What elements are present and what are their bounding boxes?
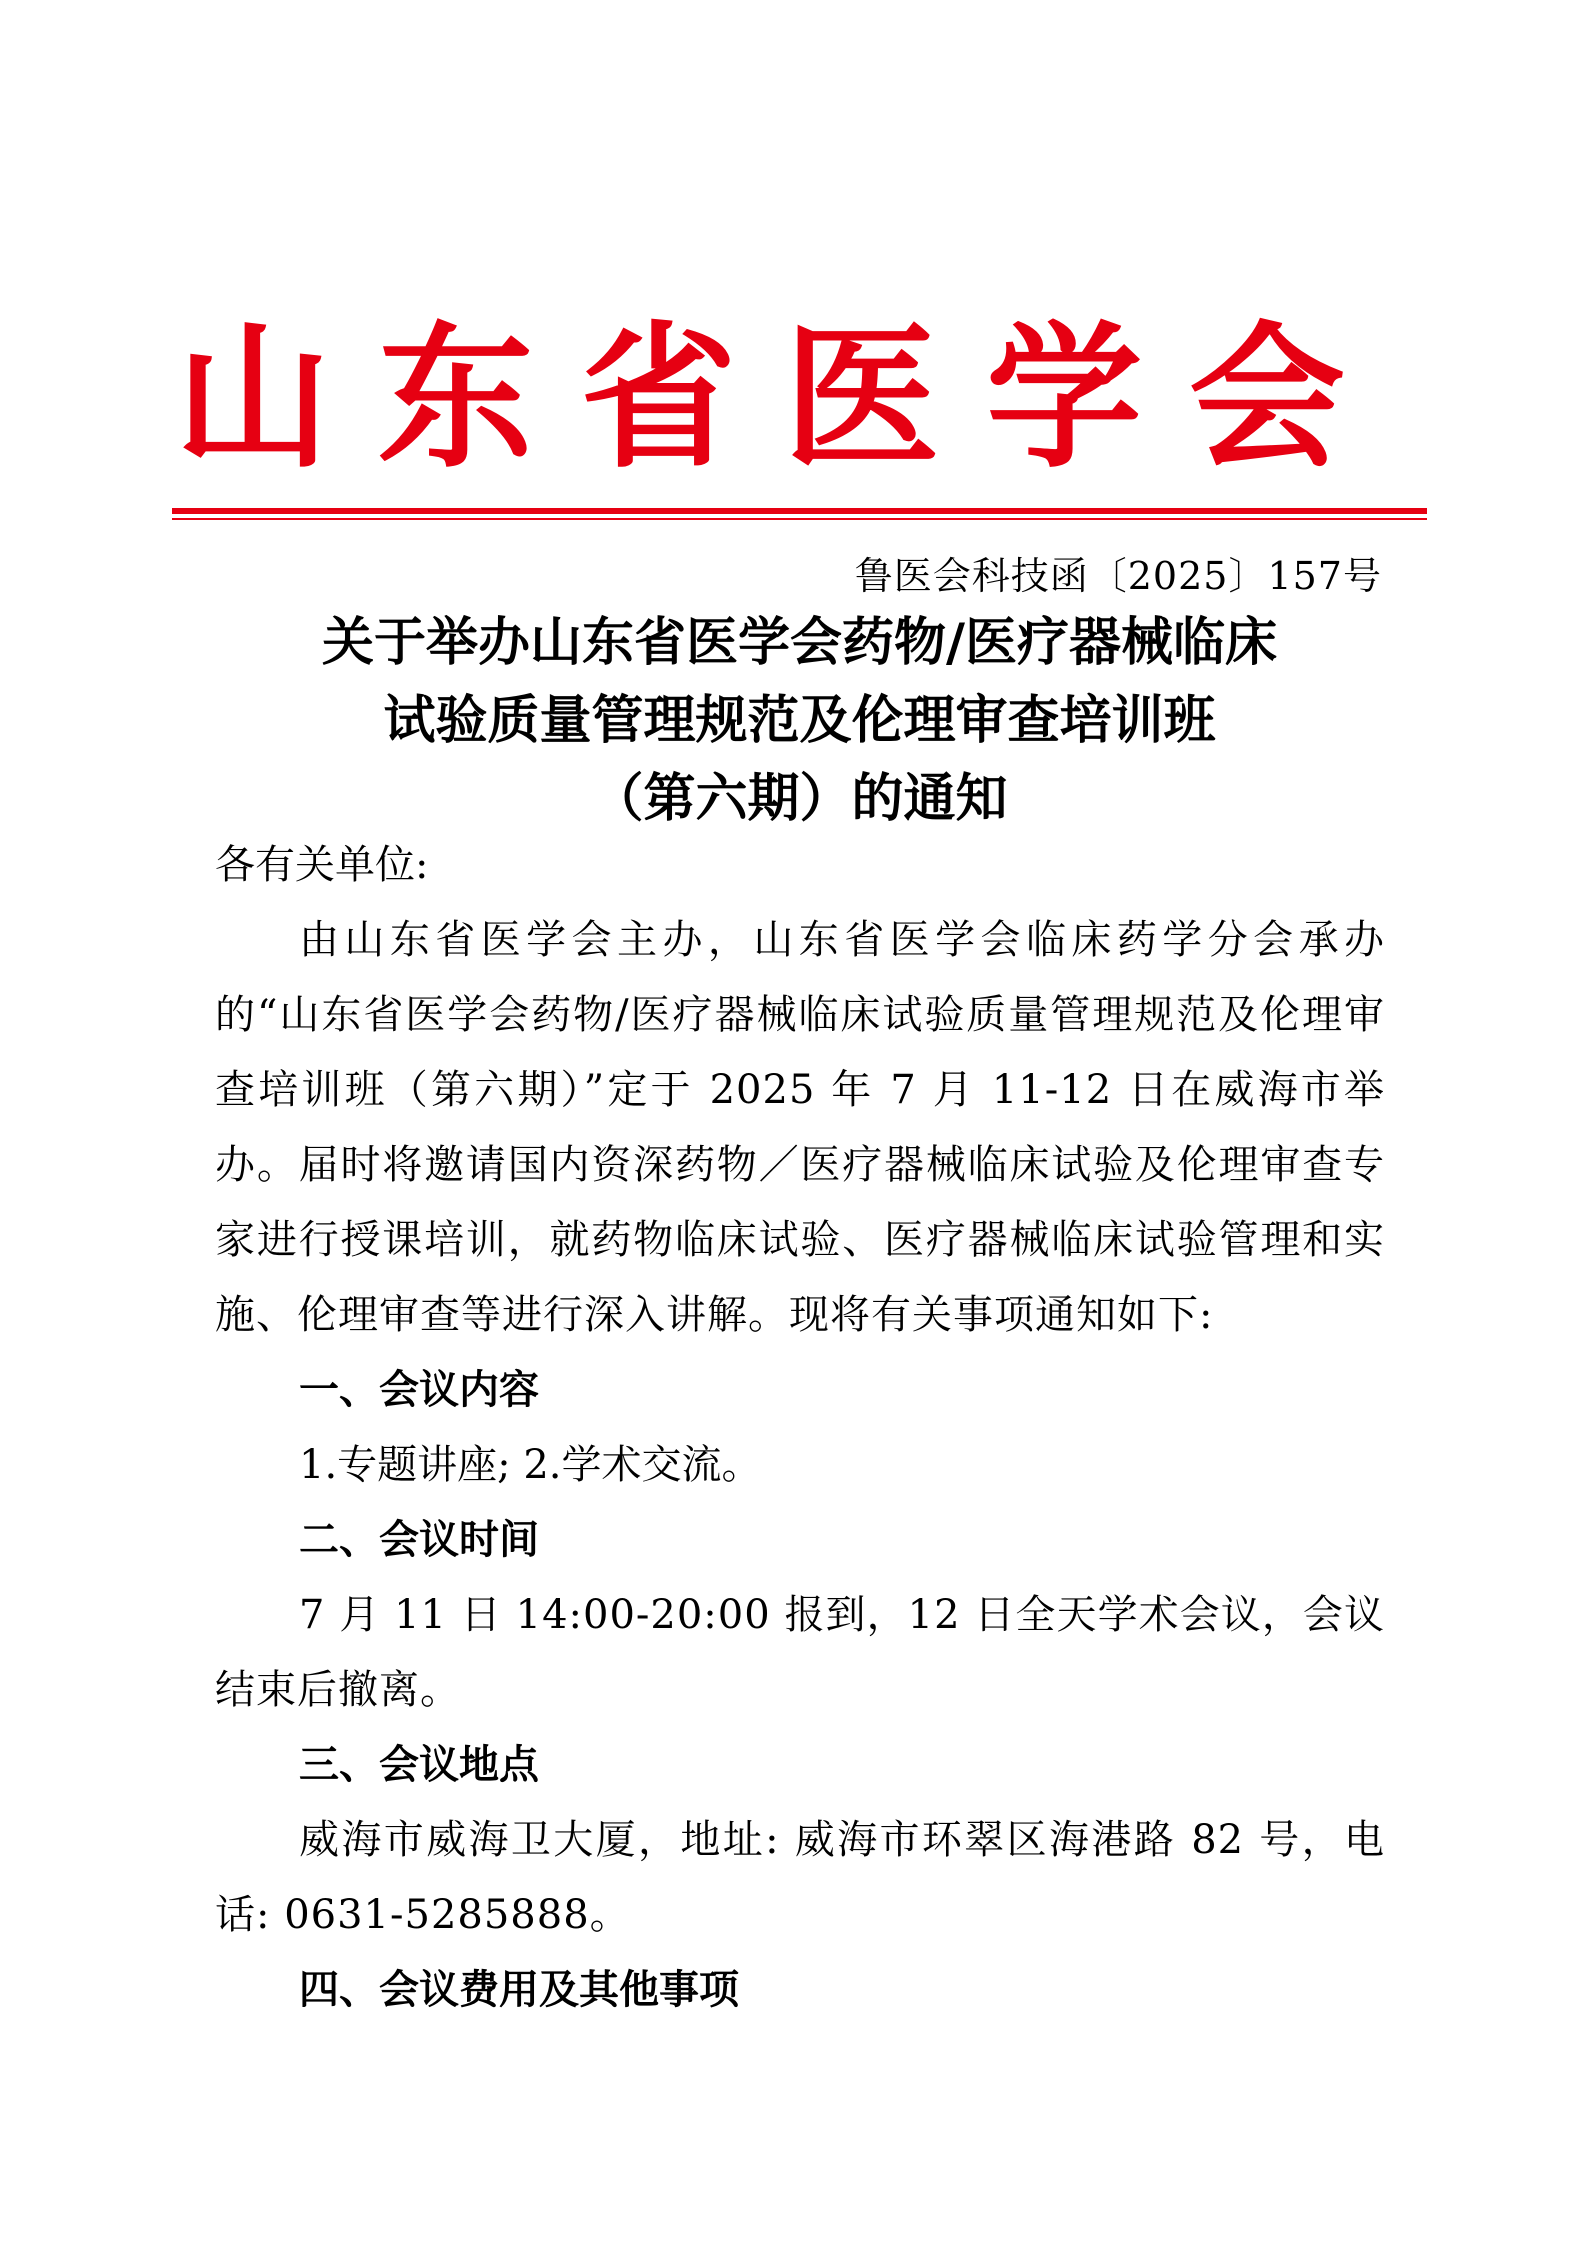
header-divider-thin	[172, 518, 1427, 520]
title-line: 试验质量管理规范及伦理审查培训班	[383, 691, 1216, 751]
section-heading: 二、会议时间	[299, 1517, 539, 1563]
masthead-char: 山	[175, 307, 331, 489]
masthead-char: 会	[1188, 307, 1345, 489]
section-text: 7 月 11 日 14:00-20:00 报到，12 日全天学术会议，会议结束后撤离。	[215, 1592, 1385, 1713]
masthead	[175, 307, 1345, 489]
title-line: 关于举办山东省医学会药物/医疗器械临床	[322, 613, 1277, 673]
masthead-char: 学	[986, 307, 1143, 489]
masthead-char: 东	[377, 307, 534, 489]
section-heading: 四、会议费用及其他事项	[299, 1967, 739, 2013]
masthead-char: 省	[580, 307, 737, 489]
section-text: 威海市威海卫大厦，地址: 威海市环翠区海港路 82 号，电话: 0631-5285888。	[215, 1817, 1385, 1938]
title-line: （第六期）的通知	[591, 769, 1008, 829]
document-number: 鲁医会科技函〔2025〕157号	[854, 554, 1382, 598]
document-title	[172, 604, 1427, 838]
masthead-char: 医	[783, 307, 940, 489]
section-heading: 三、会议地点	[299, 1742, 539, 1788]
header-divider-thick	[172, 508, 1427, 514]
section-heading: 一、会议内容	[299, 1367, 539, 1413]
document-body	[215, 828, 1385, 2028]
salutation: 各有关单位:	[215, 842, 429, 888]
section-text: 1.专题讲座; 2.学术交流。	[299, 1442, 762, 1488]
intro-paragraph: 由山东省医学会主办，山东省医学会临床药学分会承办的“山东省医学会药物/医疗器械临床试验质量管理规范及伦理审查培训班（第六期）”定于 2025 年 7 月 11-12 日在威海市举办。届时将邀请国内资深药物／医疗器械临床试验及伦理审查专家进行授课培训，就药物临床试验、医疗器械临床试验管理和实施、伦理审查等进行深入讲解。现将有关事项通知如下:	[215, 917, 1385, 1338]
